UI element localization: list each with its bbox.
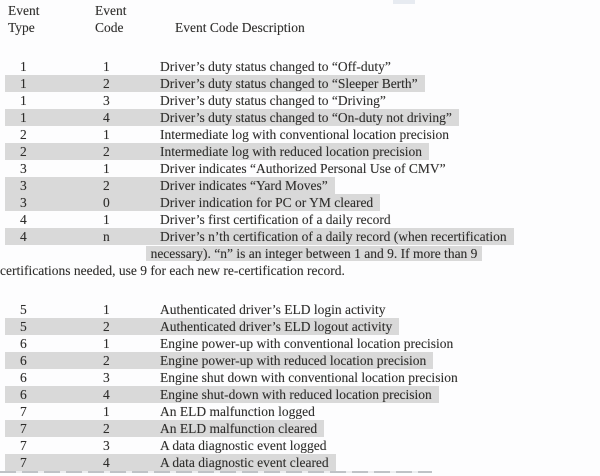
event-description-cell: Driver’s n’th certification of a daily record (when recertification bbox=[160, 229, 507, 244]
event-code-cell: 4 bbox=[103, 455, 110, 470]
event-code-cell: 3 bbox=[103, 370, 110, 385]
event-description-cell: Authenticated driver’s ELD logout activity bbox=[160, 319, 393, 334]
table-row bbox=[0, 160, 600, 177]
table-row bbox=[0, 177, 600, 194]
table-row-inner bbox=[5, 301, 392, 318]
table-row-inner bbox=[5, 386, 439, 403]
table-row-inner bbox=[5, 75, 425, 92]
event-description-cell: Driver indicates “Authorized Personal Use of CMV” bbox=[160, 161, 446, 176]
event-description-cell: Driver’s duty status changed to “On-duty not driving” bbox=[160, 110, 452, 125]
header-event-code-line1: Event bbox=[95, 3, 127, 18]
event-type-cell: 1 bbox=[20, 76, 27, 91]
event-description-cell: Intermediate log with reduced location precision bbox=[160, 144, 423, 159]
table-row bbox=[0, 143, 600, 160]
header-event-type-line2: Type bbox=[8, 20, 35, 35]
event-type-cell: 7 bbox=[20, 421, 27, 436]
event-code-cell: 1 bbox=[103, 59, 110, 74]
event-type-cell: 5 bbox=[20, 319, 27, 334]
event-code-cell: 1 bbox=[103, 302, 110, 317]
event-description-cell: Engine shut-down with reduced location precision bbox=[160, 387, 432, 402]
table-row-inner bbox=[5, 369, 465, 386]
event-type-cell: 7 bbox=[20, 455, 27, 470]
table-group bbox=[0, 58, 600, 279]
event-description-cell: A data diagnostic event cleared bbox=[160, 455, 329, 470]
event-description-cell: A data diagnostic event logged bbox=[160, 438, 327, 453]
table-row-inner bbox=[5, 211, 398, 228]
event-type-cell: 7 bbox=[20, 404, 27, 419]
event-type-cell: 6 bbox=[20, 387, 27, 402]
event-code-cell: 2 bbox=[103, 76, 110, 91]
table-row bbox=[0, 92, 600, 109]
event-code-cell: 2 bbox=[103, 353, 110, 368]
table-row-inner bbox=[5, 454, 336, 471]
event-code-cell: 2 bbox=[103, 319, 110, 334]
event-description-cell: Engine shut down with conventional location precision bbox=[160, 370, 458, 385]
event-type-cell: 2 bbox=[20, 127, 27, 142]
event-type-cell: 1 bbox=[20, 59, 27, 74]
header-event-type-line1: Event bbox=[8, 3, 40, 18]
scan-artifact-bottom-line bbox=[0, 471, 432, 473]
table-row-inner bbox=[5, 160, 453, 177]
table-row-inner bbox=[5, 109, 459, 126]
event-code-cell: 2 bbox=[103, 178, 110, 193]
event-type-cell: 7 bbox=[20, 438, 27, 453]
scan-artifact-top bbox=[393, 0, 415, 4]
event-type-cell: 4 bbox=[20, 229, 27, 244]
table-row-inner bbox=[5, 403, 322, 420]
header-event-code-line2: Code bbox=[95, 20, 124, 35]
table-row bbox=[0, 126, 600, 143]
table-row-inner bbox=[5, 143, 429, 160]
table-body bbox=[0, 58, 600, 471]
table-row-inner bbox=[5, 228, 514, 245]
event-code-cell: 1 bbox=[103, 336, 110, 351]
event-description-wrap-line3: certifications needed, use 9 for each new re-certification record. bbox=[0, 263, 345, 278]
table-row bbox=[0, 454, 600, 471]
table-row bbox=[0, 228, 600, 245]
table-row bbox=[0, 369, 600, 386]
event-description-cell: Driver’s first certification of a daily record bbox=[160, 212, 391, 227]
event-code-cell: 2 bbox=[103, 421, 110, 436]
event-code-cell: 2 bbox=[103, 144, 110, 159]
event-description-cell: Engine power-up with conventional location precision bbox=[160, 336, 454, 351]
table-row bbox=[0, 211, 600, 228]
event-type-cell: 6 bbox=[20, 370, 27, 385]
event-type-cell: 3 bbox=[20, 195, 27, 210]
header-event-code-description-label: Event Code Description bbox=[175, 20, 305, 35]
table-row bbox=[0, 420, 600, 437]
event-description-cell: Driver’s duty status changed to “Off-duty” bbox=[160, 59, 391, 74]
table-row bbox=[0, 352, 600, 369]
table-row bbox=[0, 75, 600, 92]
event-type-cell: 6 bbox=[20, 353, 27, 368]
event-code-cell: 1 bbox=[103, 212, 110, 227]
table-row-inner bbox=[5, 177, 335, 194]
event-code-cell: n bbox=[103, 229, 110, 244]
event-code-cell: 1 bbox=[103, 127, 110, 142]
table-row bbox=[0, 318, 600, 335]
header-event-type bbox=[8, 2, 95, 36]
table-row-inner bbox=[5, 352, 433, 369]
event-type-cell: 3 bbox=[20, 161, 27, 176]
event-type-cell: 5 bbox=[20, 302, 27, 317]
event-type-cell: 1 bbox=[20, 93, 27, 108]
table-row bbox=[0, 386, 600, 403]
table-row-inner bbox=[5, 318, 399, 335]
event-description-cell: Driver’s duty status changed to “Sleeper Berth” bbox=[160, 76, 418, 91]
table-header bbox=[0, 0, 600, 36]
table-row-inner bbox=[5, 58, 398, 75]
event-description-wrap-line2 bbox=[0, 245, 600, 262]
event-description-cell: Driver indication for PC or YM cleared bbox=[160, 195, 374, 210]
event-type-cell: 6 bbox=[20, 336, 27, 351]
table-row bbox=[0, 109, 600, 126]
header-event-code bbox=[95, 2, 175, 36]
table-row bbox=[0, 335, 600, 352]
table-row-inner bbox=[5, 335, 460, 352]
table-row bbox=[0, 437, 600, 454]
table-group bbox=[0, 301, 600, 471]
header-event-code-description bbox=[175, 2, 600, 36]
event-code-cell: 4 bbox=[103, 110, 110, 125]
event-type-cell: 1 bbox=[20, 110, 27, 125]
event-description-wrap-line2-text: necessary). “n” is an integer between 1 and 9. If more than 9 bbox=[146, 246, 483, 261]
table-row-inner bbox=[5, 92, 393, 109]
event-type-cell: 4 bbox=[20, 212, 27, 227]
table-row bbox=[0, 58, 600, 75]
table-row-inner bbox=[5, 420, 324, 437]
event-type-cell: 2 bbox=[20, 144, 27, 159]
table-row-inner bbox=[5, 437, 333, 454]
event-description-cell: Driver indicates “Yard Moves” bbox=[160, 178, 328, 193]
event-description-cell: Intermediate log with conventional location precision bbox=[160, 127, 450, 142]
event-description-cell: An ELD malfunction logged bbox=[160, 404, 315, 419]
event-code-cell: 4 bbox=[103, 387, 110, 402]
event-code-cell: 1 bbox=[103, 404, 110, 419]
event-type-cell: 3 bbox=[20, 178, 27, 193]
table-row bbox=[0, 301, 600, 318]
event-code-cell: 1 bbox=[103, 161, 110, 176]
event-description-cell: An ELD malfunction cleared bbox=[160, 421, 318, 436]
table-row-inner bbox=[5, 194, 380, 211]
table-row bbox=[0, 194, 600, 211]
event-code-cell: 3 bbox=[103, 438, 110, 453]
event-description-cell: Engine power-up with reduced location precision bbox=[160, 353, 427, 368]
table-row-inner bbox=[5, 126, 456, 143]
event-description-cell: Driver’s duty status changed to “Driving” bbox=[160, 93, 386, 108]
event-code-cell: 3 bbox=[103, 93, 110, 108]
table-row bbox=[0, 403, 600, 420]
event-code-cell: 0 bbox=[103, 195, 110, 210]
event-description-cell: Authenticated driver’s ELD login activity bbox=[160, 302, 386, 317]
